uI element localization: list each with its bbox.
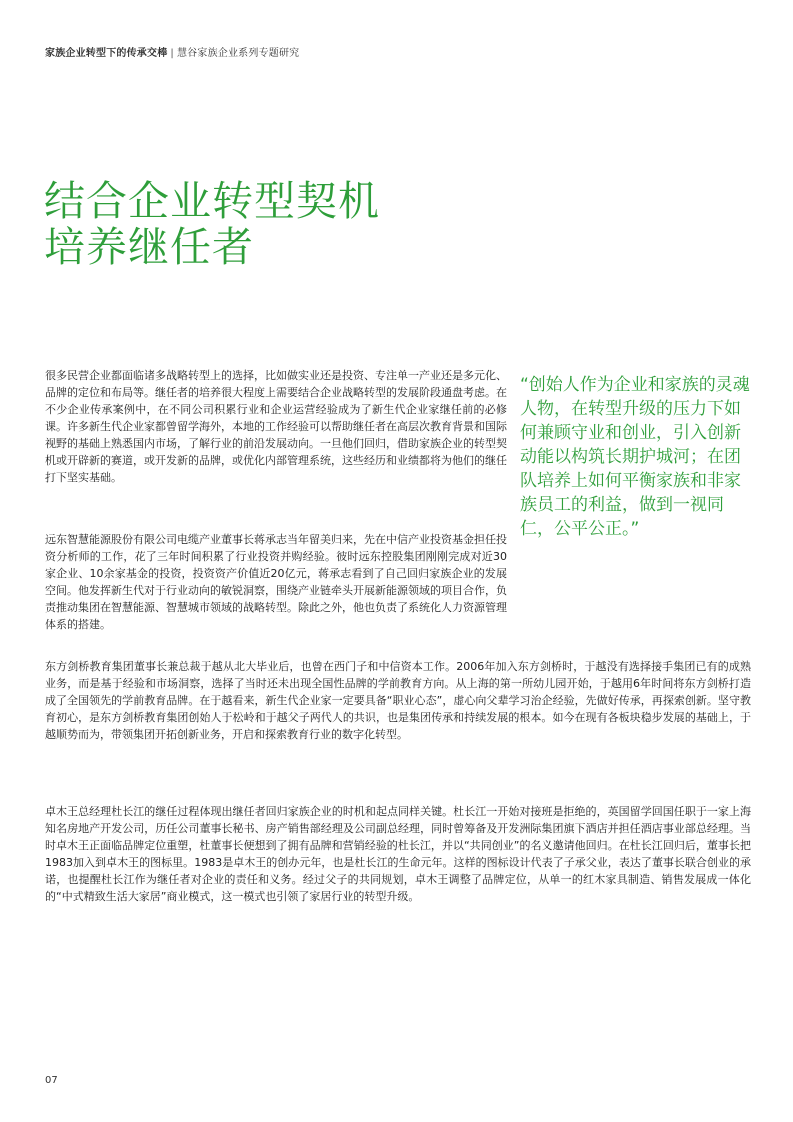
- body-paragraph-2: 远东智慧能源股份有限公司电缆产业董事长蒋承志当年留美归来，先在中信产业投资基金担任投资分析师的工作，花了三年时间积累了行业投资并购经验。彼时远东控股集团刚刚完成对近30家企业、10余家基金的投资，投资资产价值近20亿元，蒋承志看到了自己回归家族企业的发展空间。他发挥新生代对于行业动向的敏锐洞察，围绕产业链牵头开展新能源领域的项目合作，负责推动集团在智慧能源、智慧城市领域的战略转型。除此之外，他也负责了系统化人力资源管理体系的搭建。: [45, 533, 507, 631]
- page-title-line-1: 结合企业转型契机: [44, 177, 380, 225]
- header-report-title: 家族企业转型下的传承交棒: [45, 48, 168, 59]
- page-title-line-2: 培养继任者: [44, 223, 254, 271]
- body-paragraph-3: 东方剑桥教育集团董事长兼总裁于越从北大毕业后，也曾在西门子和中信资本工作。2006年加入东方剑桥时，于越没有选择接手集团已有的成熟业务，而是基于经验和市场洞察，选择了当时还未出现全国性品牌的学前教育方向。从上海的第一所幼儿园开始，于越用6年时间将东方剑桥打造成了全国领先的学前教育品牌。在于越看来，新生代企业家一定要具备“职业心态”，虚心向父辈学习治企经验，先做好传承，再探索创新。坚守教育初心，是东方剑桥教育集团创始人于松岭和于越父子两代人的共识，也是集团传承和持续发展的根本。如今在现有各板块稳步发展的基础上，于越顺势而为，带领集团开拓创新业务，开启和探索教育行业的数字化转型。: [45, 660, 751, 741]
- page-number: 07: [45, 1075, 58, 1086]
- header-series-title: 慧谷家族企业系列专题研究: [176, 48, 300, 59]
- page-title: [44, 178, 380, 270]
- pull-quote: “创始人作为企业和家族的灵魂人物，在转型升级的压力下如何兼顾守业和创业，引入创新动能以构筑长期护城河；在团队培养上如何平衡家族和非家族员工的利益，做到一视同仁，公平公正。”: [520, 375, 750, 539]
- body-paragraph-1: 很多民营企业都面临诸多战略转型上的选择，比如做实业还是投资、专注单一产业还是多元化、品牌的定位和布局等。继任者的培养很大程度上需要结合企业战略转型的发展阶段通盘考虑。在不少企业传承案例中，在不同公司积累行业和企业运营经验成为了新生代企业家继任前的必修课。许多新生代企业家都曾留学海外，本地的工作经验可以帮助继任者在高层次教育背景和国际视野的基础上熟悉国内市场，了解行业的前沿发展动向。一旦他们回归，借助家族企业的转型契机或开辟新的赛道，或开发新的品牌，或优化内部管理系统，这些经历和业绩都将为他们的继任打下坚实基础。: [45, 369, 507, 484]
- header-separator: |: [170, 48, 174, 59]
- running-header: [45, 44, 299, 59]
- body-paragraph-4: 卓木王总经理杜长江的继任过程体现出继任者回归家族企业的时机和起点同样关键。杜长江一开始对接班是拒绝的，英国留学回国任职于一家上海知名房地产开发公司，历任公司董事长秘书、房产销售部经理及公司副总经理，同时曾筹备及开发洲际集团旗下酒店并担任酒店事业部总经理。当时卓木王正面临品牌定位重塑，杜董事长便想到了拥有品牌和营销经验的杜长江，并以“共同创业”的名义邀请他回归。在杜长江回归后，董事长把1983加入到卓木王的图标里。1983是卓木王的创办元年，也是杜长江的生命元年。这样的图标设计代表了子承父业，表达了董事长联合创业的承诺，也提醒杜长江作为继任者对企业的责任和义务。经过父子的共同规划，卓木王调整了品牌定位，从单一的红木家具制造、销售发展成一体化的“中式精致生活大家居”商业模式，这一模式也引领了家居行业的转型升级。: [45, 805, 751, 903]
